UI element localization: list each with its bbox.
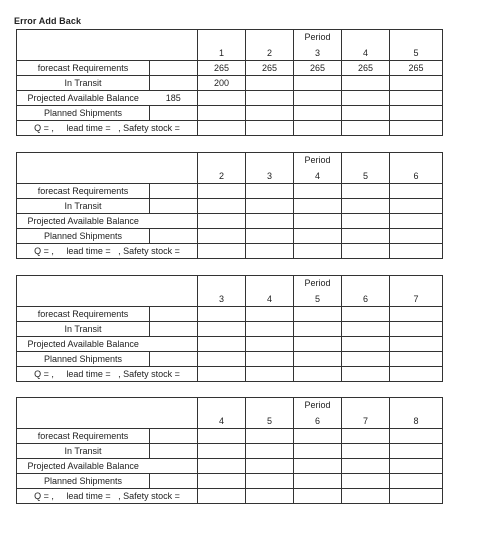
value-cell[interactable] bbox=[246, 214, 294, 229]
value-cell[interactable] bbox=[342, 352, 390, 367]
period-number: 6 bbox=[413, 171, 419, 181]
value-cell[interactable] bbox=[198, 474, 246, 489]
parameters-label: Q = , lead time = , Safety stock = bbox=[17, 121, 198, 136]
period-number: 7 bbox=[413, 294, 419, 304]
value-cell[interactable] bbox=[390, 121, 443, 136]
mrp-table-4 bbox=[16, 397, 443, 504]
row-label: Projected Available Balance bbox=[17, 459, 150, 474]
value-cell[interactable] bbox=[246, 229, 294, 244]
period-number: 3 bbox=[266, 171, 272, 181]
in-transit-row bbox=[17, 444, 443, 459]
parameters-row bbox=[17, 244, 443, 259]
row-label: forecast Requirements bbox=[17, 184, 150, 199]
value-cell[interactable] bbox=[342, 489, 390, 504]
period-header-cell bbox=[246, 30, 294, 61]
spacer-cell bbox=[150, 184, 198, 199]
value-cell[interactable]: 265 bbox=[198, 61, 246, 76]
value-cell[interactable] bbox=[198, 337, 246, 352]
value-cell[interactable] bbox=[342, 367, 390, 382]
value-cell[interactable] bbox=[390, 444, 443, 459]
value-cell[interactable] bbox=[342, 444, 390, 459]
period-header-cell bbox=[246, 276, 294, 307]
spacer-cell bbox=[150, 106, 198, 121]
period-number: 3 bbox=[314, 48, 320, 58]
value-cell[interactable] bbox=[390, 184, 443, 199]
value-cell[interactable] bbox=[390, 367, 443, 382]
initial-balance-cell[interactable] bbox=[150, 337, 198, 352]
value-cell[interactable] bbox=[342, 184, 390, 199]
period-label: Period bbox=[304, 155, 331, 165]
row-label: In Transit bbox=[17, 199, 150, 214]
period-number: 1 bbox=[218, 48, 224, 58]
period-header-cell bbox=[342, 276, 390, 307]
value-cell[interactable] bbox=[246, 459, 294, 474]
header-blank bbox=[17, 153, 198, 184]
value-cell[interactable] bbox=[246, 352, 294, 367]
row-label: Projected Available Balance bbox=[17, 337, 150, 352]
in-transit-row bbox=[17, 322, 443, 337]
value-cell[interactable] bbox=[246, 106, 294, 121]
period-label: Period bbox=[304, 400, 331, 410]
value-cell[interactable] bbox=[342, 76, 390, 91]
page-title: Error Add Back bbox=[14, 16, 82, 26]
row-label: forecast Requirements bbox=[17, 307, 150, 322]
value-cell[interactable] bbox=[246, 367, 294, 382]
value-cell[interactable]: 265 bbox=[390, 61, 443, 76]
row-label: In Transit bbox=[17, 444, 150, 459]
initial-balance-cell[interactable]: 185 bbox=[150, 91, 198, 106]
value-cell[interactable] bbox=[294, 307, 342, 322]
period-header-cell bbox=[390, 153, 443, 184]
row-label: In Transit bbox=[17, 322, 150, 337]
value-cell[interactable]: 265 bbox=[342, 61, 390, 76]
spacer-cell bbox=[150, 199, 198, 214]
value-cell[interactable] bbox=[342, 91, 390, 106]
period-header-cell bbox=[246, 153, 294, 184]
row-label: Planned Shipments bbox=[17, 229, 150, 244]
value-cell[interactable] bbox=[390, 214, 443, 229]
spacer-cell bbox=[150, 322, 198, 337]
value-cell[interactable] bbox=[198, 322, 246, 337]
value-cell[interactable] bbox=[294, 474, 342, 489]
parameters-label: Q = , lead time = , Safety stock = bbox=[17, 367, 198, 382]
value-cell[interactable] bbox=[390, 322, 443, 337]
value-cell[interactable] bbox=[294, 106, 342, 121]
value-cell[interactable] bbox=[390, 76, 443, 91]
value-cell[interactable] bbox=[390, 352, 443, 367]
initial-balance-cell[interactable] bbox=[150, 459, 198, 474]
period-number: 7 bbox=[362, 416, 368, 426]
period-header-cell bbox=[390, 276, 443, 307]
value-cell[interactable] bbox=[198, 91, 246, 106]
value-cell[interactable] bbox=[294, 244, 342, 259]
period-number: 5 bbox=[362, 171, 368, 181]
value-cell[interactable] bbox=[390, 429, 443, 444]
projected-available-balance-row bbox=[17, 91, 443, 106]
value-cell[interactable] bbox=[198, 307, 246, 322]
row-label: forecast Requirements bbox=[17, 429, 150, 444]
period-number: 5 bbox=[314, 294, 320, 304]
period-header-cell bbox=[294, 398, 342, 429]
value-cell[interactable] bbox=[246, 91, 294, 106]
period-header-cell bbox=[294, 30, 342, 61]
spacer-cell bbox=[150, 444, 198, 459]
period-header-cell bbox=[390, 398, 443, 429]
value-cell[interactable] bbox=[246, 244, 294, 259]
value-cell[interactable] bbox=[294, 229, 342, 244]
parameters-row bbox=[17, 367, 443, 382]
projected-available-balance-row bbox=[17, 459, 443, 474]
value-cell[interactable] bbox=[246, 76, 294, 91]
mrp-table-3 bbox=[16, 275, 443, 382]
header-blank bbox=[17, 30, 198, 61]
planned-shipments-row bbox=[17, 106, 443, 121]
value-cell[interactable] bbox=[342, 106, 390, 121]
value-cell[interactable] bbox=[342, 337, 390, 352]
value-cell[interactable] bbox=[390, 244, 443, 259]
value-cell[interactable] bbox=[342, 229, 390, 244]
value-cell[interactable] bbox=[198, 229, 246, 244]
value-cell[interactable] bbox=[294, 489, 342, 504]
period-number: 3 bbox=[218, 294, 224, 304]
value-cell[interactable] bbox=[294, 352, 342, 367]
period-number: 6 bbox=[362, 294, 368, 304]
value-cell[interactable] bbox=[246, 307, 294, 322]
parameters-row bbox=[17, 489, 443, 504]
value-cell[interactable] bbox=[198, 214, 246, 229]
value-cell[interactable] bbox=[246, 337, 294, 352]
value-cell[interactable] bbox=[390, 474, 443, 489]
spacer-cell bbox=[150, 307, 198, 322]
value-cell[interactable] bbox=[294, 459, 342, 474]
value-cell[interactable] bbox=[198, 444, 246, 459]
forecast-requirements-row bbox=[17, 184, 443, 199]
value-cell[interactable] bbox=[246, 322, 294, 337]
value-cell[interactable] bbox=[198, 244, 246, 259]
period-header-cell bbox=[294, 276, 342, 307]
period-number: 2 bbox=[218, 171, 224, 181]
value-cell[interactable] bbox=[246, 444, 294, 459]
period-header-cell bbox=[198, 153, 246, 184]
period-header-cell bbox=[246, 398, 294, 429]
row-label: Projected Available Balance bbox=[17, 91, 150, 106]
value-cell[interactable] bbox=[342, 244, 390, 259]
projected-available-balance-row bbox=[17, 214, 443, 229]
period-header-cell bbox=[342, 153, 390, 184]
initial-balance-cell[interactable] bbox=[150, 214, 198, 229]
projected-available-balance-row bbox=[17, 337, 443, 352]
header-blank bbox=[17, 398, 198, 429]
value-cell[interactable] bbox=[390, 459, 443, 474]
value-cell[interactable] bbox=[390, 199, 443, 214]
value-cell[interactable] bbox=[342, 214, 390, 229]
period-number: 4 bbox=[362, 48, 368, 58]
spacer-cell bbox=[150, 429, 198, 444]
period-number: 5 bbox=[266, 416, 272, 426]
parameters-label: Q = , lead time = , Safety stock = bbox=[17, 244, 198, 259]
value-cell[interactable] bbox=[198, 106, 246, 121]
value-cell[interactable] bbox=[294, 214, 342, 229]
value-cell[interactable] bbox=[390, 307, 443, 322]
value-cell[interactable] bbox=[294, 121, 342, 136]
forecast-requirements-row bbox=[17, 61, 443, 76]
value-cell[interactable] bbox=[246, 429, 294, 444]
period-header-cell bbox=[294, 153, 342, 184]
value-cell[interactable] bbox=[198, 367, 246, 382]
row-label: forecast Requirements bbox=[17, 61, 150, 76]
value-cell[interactable] bbox=[198, 352, 246, 367]
spacer-cell bbox=[150, 474, 198, 489]
value-cell[interactable] bbox=[294, 367, 342, 382]
value-cell[interactable]: 265 bbox=[246, 61, 294, 76]
in-transit-row bbox=[17, 199, 443, 214]
mrp-table-2 bbox=[16, 152, 443, 259]
value-cell[interactable] bbox=[246, 474, 294, 489]
parameters-row bbox=[17, 121, 443, 136]
period-header-cell bbox=[390, 30, 443, 61]
period-number: 6 bbox=[314, 416, 320, 426]
period-label: Period bbox=[304, 32, 331, 42]
header-blank bbox=[17, 276, 198, 307]
forecast-requirements-row bbox=[17, 429, 443, 444]
value-cell[interactable] bbox=[294, 91, 342, 106]
period-number: 4 bbox=[314, 171, 320, 181]
value-cell[interactable] bbox=[390, 106, 443, 121]
value-cell[interactable] bbox=[246, 489, 294, 504]
value-cell[interactable] bbox=[294, 199, 342, 214]
value-cell[interactable] bbox=[342, 199, 390, 214]
value-cell[interactable] bbox=[198, 459, 246, 474]
mrp-table-1 bbox=[16, 29, 443, 136]
row-label: In Transit bbox=[17, 76, 150, 91]
period-header-cell bbox=[198, 398, 246, 429]
value-cell[interactable] bbox=[294, 337, 342, 352]
value-cell[interactable] bbox=[246, 199, 294, 214]
row-label: Planned Shipments bbox=[17, 106, 150, 121]
row-label: Planned Shipments bbox=[17, 352, 150, 367]
period-header-cell bbox=[342, 30, 390, 61]
forecast-requirements-row bbox=[17, 307, 443, 322]
value-cell[interactable] bbox=[294, 184, 342, 199]
row-label: Projected Available Balance bbox=[17, 214, 150, 229]
value-cell[interactable] bbox=[294, 322, 342, 337]
value-cell[interactable] bbox=[294, 429, 342, 444]
value-cell[interactable] bbox=[342, 307, 390, 322]
spacer-cell bbox=[150, 76, 198, 91]
value-cell[interactable] bbox=[342, 121, 390, 136]
spacer-cell bbox=[150, 229, 198, 244]
planned-shipments-row bbox=[17, 229, 443, 244]
period-number: 8 bbox=[413, 416, 419, 426]
value-cell[interactable] bbox=[198, 199, 246, 214]
planned-shipments-row bbox=[17, 352, 443, 367]
value-cell[interactable] bbox=[294, 444, 342, 459]
value-cell[interactable] bbox=[198, 184, 246, 199]
period-label: Period bbox=[304, 278, 331, 288]
row-label: Planned Shipments bbox=[17, 474, 150, 489]
value-cell[interactable] bbox=[294, 76, 342, 91]
value-cell[interactable] bbox=[246, 121, 294, 136]
value-cell[interactable] bbox=[198, 489, 246, 504]
value-cell[interactable] bbox=[342, 459, 390, 474]
value-cell[interactable] bbox=[390, 489, 443, 504]
value-cell[interactable]: 200 bbox=[198, 76, 246, 91]
value-cell[interactable] bbox=[198, 429, 246, 444]
period-header-cell bbox=[342, 398, 390, 429]
period-header-cell bbox=[198, 276, 246, 307]
value-cell[interactable] bbox=[246, 184, 294, 199]
value-cell[interactable] bbox=[390, 91, 443, 106]
parameters-label: Q = , lead time = , Safety stock = bbox=[17, 489, 198, 504]
value-cell[interactable] bbox=[198, 121, 246, 136]
value-cell[interactable] bbox=[390, 337, 443, 352]
period-number: 4 bbox=[266, 294, 272, 304]
period-number: 2 bbox=[266, 48, 272, 58]
period-header-cell bbox=[198, 30, 246, 61]
planned-shipments-row bbox=[17, 474, 443, 489]
spacer-cell bbox=[150, 352, 198, 367]
period-number: 5 bbox=[413, 48, 419, 58]
value-cell[interactable] bbox=[342, 474, 390, 489]
value-cell[interactable] bbox=[342, 429, 390, 444]
value-cell[interactable]: 265 bbox=[294, 61, 342, 76]
value-cell[interactable] bbox=[390, 229, 443, 244]
period-number: 4 bbox=[218, 416, 224, 426]
spacer-cell bbox=[150, 61, 198, 76]
in-transit-row bbox=[17, 76, 443, 91]
value-cell[interactable] bbox=[342, 322, 390, 337]
